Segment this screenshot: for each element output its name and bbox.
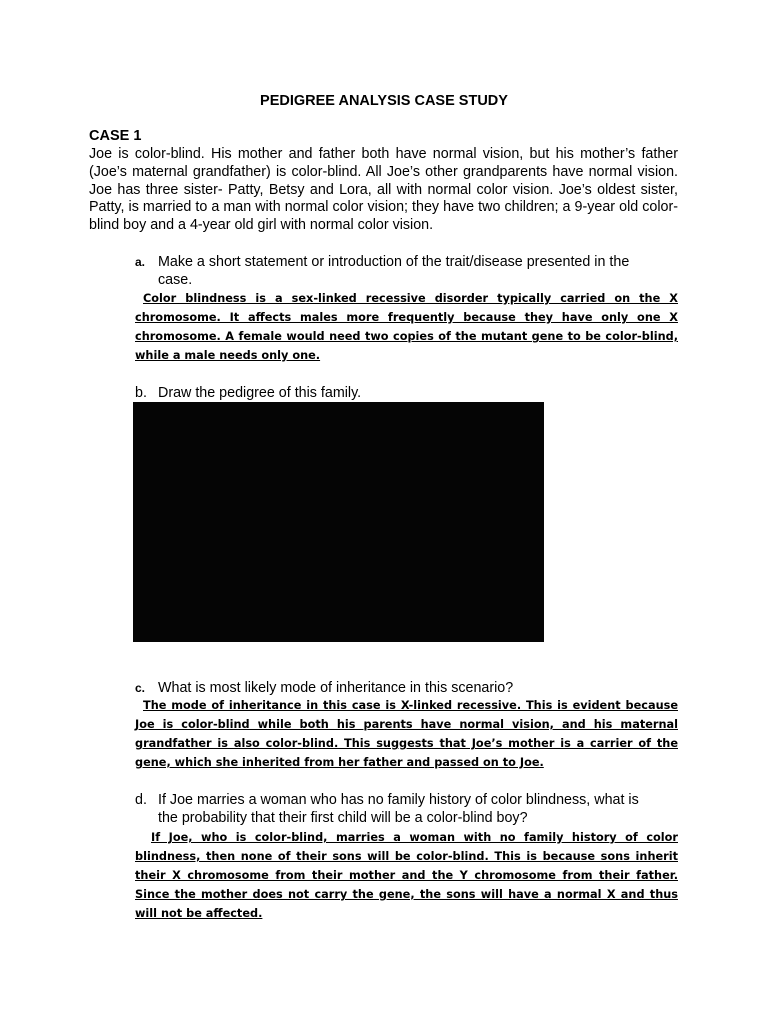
answer-d: If Joe, who is color-blind, marries a woman with no family history of color blindness, then none of their sons will be color-blind. This is because sons inherit their X chromosome from their mother and the Y chromosome from their father. Since the mother does not carry the gene, the sons will have a normal X and thus will not be affected. <box>135 831 678 920</box>
question-b-text: Draw the pedigree of this family. <box>158 385 362 401</box>
question-b-marker: b. <box>135 385 147 401</box>
answer-c: The mode of inheritance in this case is X-linked recessive. This is evident because Joe is color-blind while both his parents have normal vision, and his maternal grandfather is also color-blind. This suggests that Joe’s mother is a carrier of the gene, which she inherited from her father and passed on to Joe. <box>135 699 678 769</box>
answer-a: Color blindness is a sex-linked recessive disorder typically carried on the X chromosome. It affects males more frequently because they have only one X chromosome. A female would need two copies of the mutant gene to be color-blind, while a male needs only one. <box>135 292 678 362</box>
document-title: PEDIGREE ANALYSIS CASE STUDY <box>260 93 508 109</box>
pedigree-image <box>133 402 544 642</box>
question-a-text-line1: Make a short statement or introduction of the trait/disease presented in the <box>158 254 630 270</box>
question-d-text-line1: If Joe marries a woman who has no family history of color blindness, what is <box>158 792 639 808</box>
question-a-text-line2: case. <box>158 271 193 288</box>
question-c-text: What is most likely mode of inheritance in this scenario? <box>158 680 514 696</box>
question-a <box>135 254 678 290</box>
case-description: Joe is color-blind. His mother and father both have normal vision, but his mother’s father (Joe’s maternal grandfather) is color-blind. All Joe’s other grandparents have normal vision. Joe has three sister- Patty, Betsy and Lora, all with normal color vision. Joe’s oldest sister, Patty, is married to a man with normal color vision; they have two children; a 9-year old color-blind boy and a 4-year old girl with normal color vision. <box>89 146 678 234</box>
question-c-marker: c. <box>135 681 146 695</box>
question-b <box>135 385 678 403</box>
question-d <box>135 792 678 828</box>
question-a-marker: a. <box>135 255 146 269</box>
case-heading: CASE 1 <box>89 128 142 144</box>
question-d-text-line2: the probability that their first child will be a color-blind boy? <box>158 809 528 826</box>
question-d-marker: d. <box>135 792 147 808</box>
